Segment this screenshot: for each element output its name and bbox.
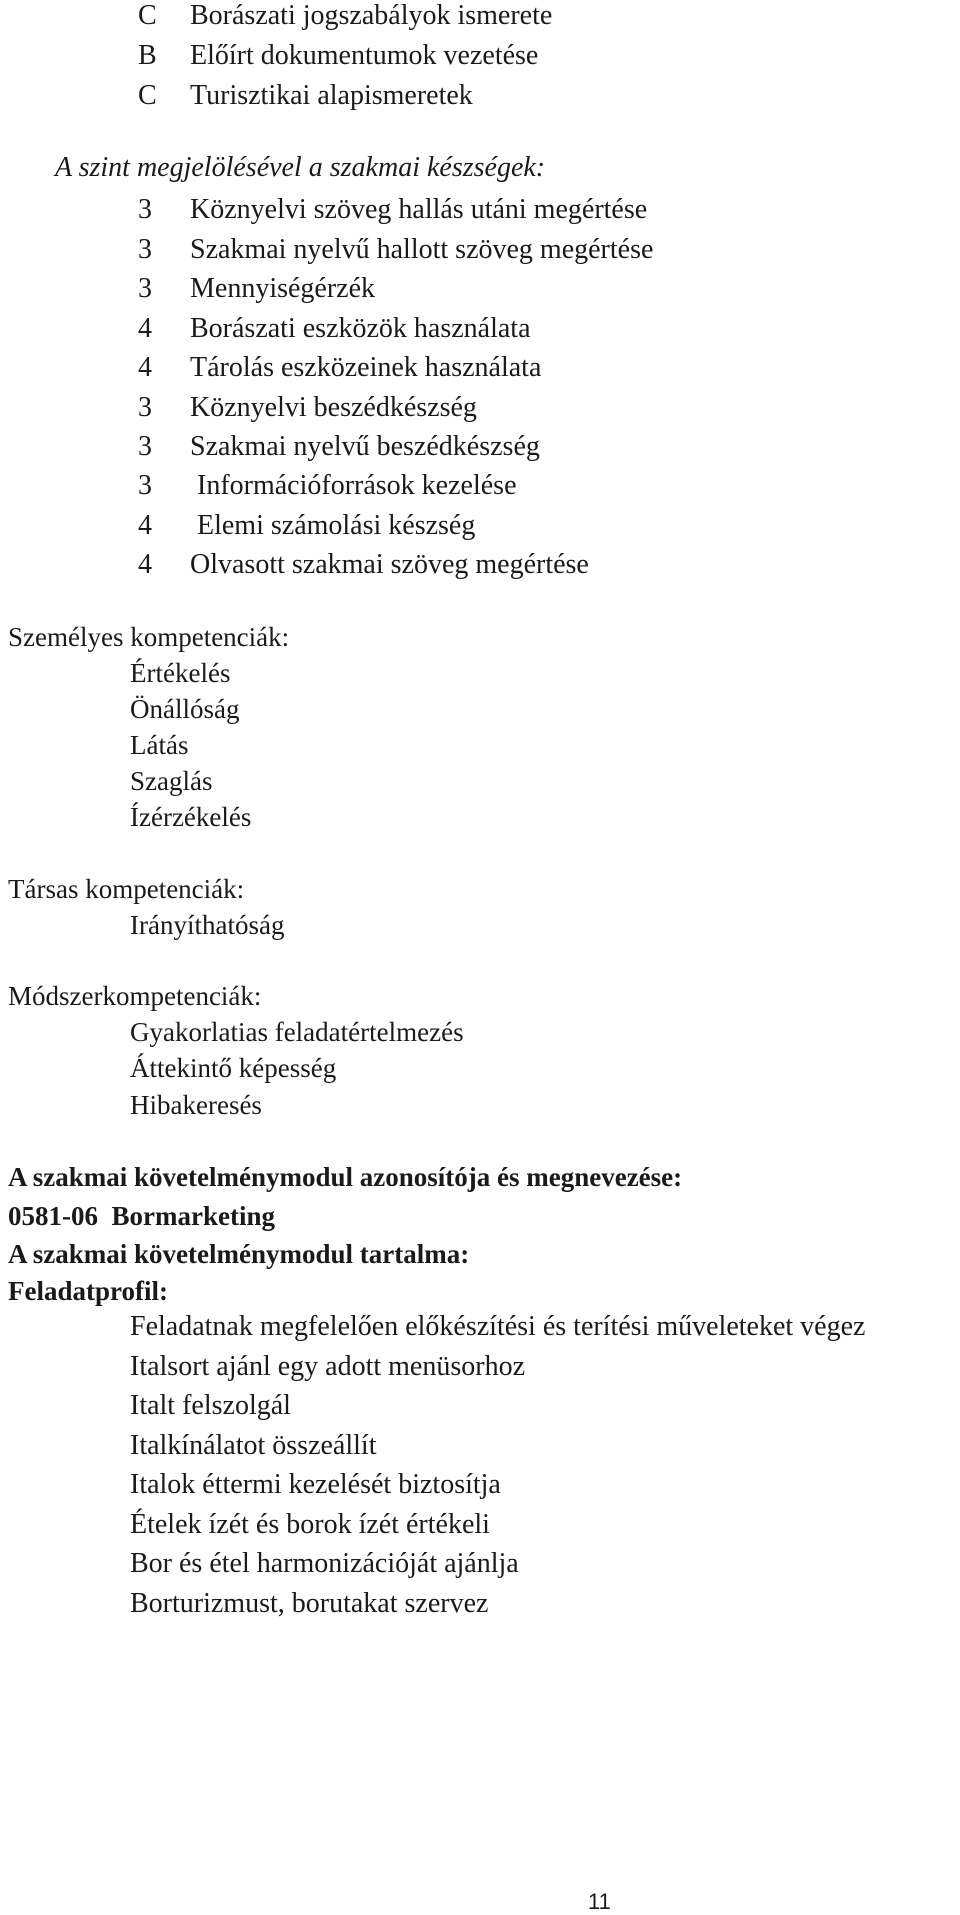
task-profile-item: Italkínálatot összeállít	[130, 1430, 377, 1461]
knowledge-code: C	[138, 80, 157, 111]
module-id-heading: A szakmai követelménymodul azonosítója és megnevezése:	[8, 1162, 683, 1192]
social-competencies-heading: Társas kompetenciák:	[8, 874, 245, 904]
skill-code: 3	[138, 273, 152, 304]
knowledge-label: Turisztikai alapismeretek	[190, 80, 473, 111]
method-competencies-heading: Módszerkompetenciák:	[8, 981, 262, 1011]
method-competency-item: Gyakorlatias feladatértelmezés	[130, 1017, 464, 1047]
module-id-value: 0581-06 Bormarketing	[8, 1201, 275, 1231]
skill-label: Információforrások kezelése	[190, 470, 517, 501]
skill-code: 3	[138, 470, 152, 501]
personal-competency-item: Látás	[130, 730, 189, 760]
skill-label: Elemi számolási készség	[190, 510, 476, 541]
task-profile-item: Italsort ajánl egy adott menüsorhoz	[130, 1351, 525, 1382]
task-profile-item: Ételek ízét és borok ízét értékeli	[130, 1509, 490, 1540]
task-profile-item: Italt felszolgál	[130, 1390, 291, 1421]
skill-code: 3	[138, 431, 152, 462]
skill-code: 3	[138, 194, 152, 225]
method-competency-item: Hibakeresés	[130, 1090, 262, 1120]
skill-label: Köznyelvi szöveg hallás utáni megértése	[190, 194, 648, 225]
method-competency-item: Áttekintő képesség	[130, 1053, 337, 1083]
skills-heading: A szint megjelölésével a szakmai készségek:	[55, 152, 546, 183]
skill-code: 3	[138, 234, 152, 265]
skill-label: Köznyelvi beszédkészség	[190, 392, 477, 423]
skill-label: Mennyiségérzék	[190, 273, 376, 304]
task-profile-item: Bor és étel harmonizációját ajánlja	[130, 1548, 519, 1579]
personal-competency-item: Értékelés	[130, 658, 231, 688]
personal-competency-item: Önállóság	[130, 694, 240, 724]
skill-label: Szakmai nyelvű beszédkészség	[190, 431, 540, 462]
page-number: 11	[588, 1889, 611, 1914]
module-content-heading: A szakmai követelménymodul tartalma:	[8, 1239, 470, 1269]
skill-code: 3	[138, 392, 152, 423]
knowledge-code: C	[138, 0, 157, 31]
skill-label: Tárolás eszközeinek használata	[190, 352, 542, 383]
knowledge-code: B	[138, 40, 157, 71]
skill-code: 4	[138, 352, 152, 383]
task-profile-item: Italok éttermi kezelését biztosítja	[130, 1469, 501, 1500]
skill-label: Szakmai nyelvű hallott szöveg megértése	[190, 234, 654, 265]
skill-code: 4	[138, 313, 152, 344]
personal-competency-item: Szaglás	[130, 766, 213, 796]
personal-competencies-heading: Személyes kompetenciák:	[8, 622, 290, 652]
task-profile-heading: Feladatprofil:	[8, 1276, 168, 1306]
skill-code: 4	[138, 549, 152, 580]
task-profile-item: Borturizmust, borutakat szervez	[130, 1588, 489, 1619]
social-competency-item: Irányíthatóság	[130, 910, 285, 940]
knowledge-label: Előírt dokumentumok vezetése	[190, 40, 539, 71]
personal-competency-item: Ízérzékelés	[130, 802, 252, 832]
skill-code: 4	[138, 510, 152, 541]
task-profile-item: Feladatnak megfelelően előkészítési és terítési műveleteket végez	[130, 1311, 866, 1342]
knowledge-label: Borászati jogszabályok ismerete	[190, 0, 553, 31]
skill-label: Olvasott szakmai szöveg megértése	[190, 549, 589, 580]
skill-label: Borászati eszközök használata	[190, 313, 531, 344]
